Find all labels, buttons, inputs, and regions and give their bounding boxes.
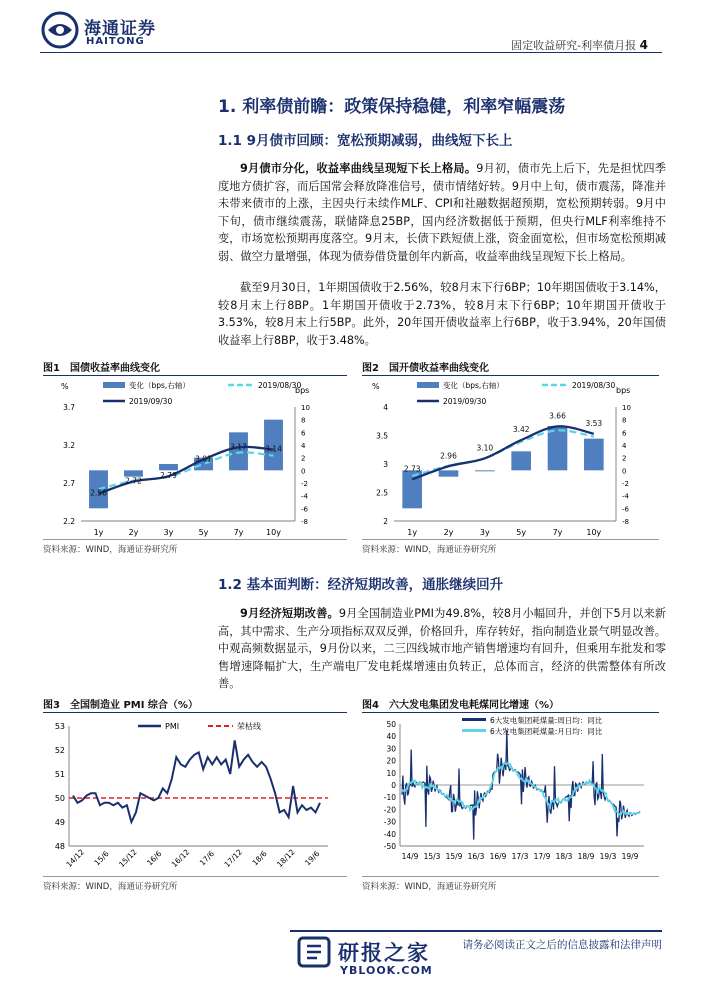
data-label: 2.96 bbox=[440, 451, 457, 461]
subsection-title-2: 1.2 基本面判断：经济短期改善，通胀继续回升 bbox=[218, 577, 504, 593]
figure-1-chart bbox=[43, 377, 347, 537]
figure-4-chart bbox=[362, 714, 659, 874]
y-tick-right: -6 bbox=[301, 505, 308, 514]
y-tick-right: 6 bbox=[622, 429, 627, 438]
y-tick-left: 3.5 bbox=[376, 431, 388, 441]
data-label: 2.56 bbox=[90, 488, 107, 498]
y-tick: 49 bbox=[54, 818, 65, 827]
figure-4-rule bbox=[362, 712, 659, 713]
data-label: 3.42 bbox=[512, 425, 530, 435]
y-tick: 48 bbox=[54, 842, 65, 851]
data-label: 2.73 bbox=[403, 464, 421, 474]
x-tick-label: 16/9 bbox=[489, 852, 507, 861]
y-tick-left: 2.2 bbox=[63, 517, 75, 526]
x-tick-label: 14/12 bbox=[64, 847, 87, 870]
data-label: 2.72 bbox=[125, 476, 142, 486]
y-axis-unit-right: bps bbox=[616, 386, 631, 395]
y-tick: -30 bbox=[383, 817, 396, 827]
y-tick-right: 4 bbox=[301, 442, 306, 450]
figure-1-bottom-rule bbox=[43, 539, 347, 540]
page-number: 4 bbox=[639, 38, 648, 52]
x-tick-label: 19/3 bbox=[599, 852, 617, 861]
y-tick-right: -4 bbox=[301, 492, 308, 501]
x-tick-label: 10y bbox=[266, 528, 281, 537]
figure-1-source: 资料来源：WIND，海通证券研究所 bbox=[43, 545, 178, 555]
legend-label-change: 变化（bps,右轴） bbox=[129, 381, 190, 390]
x-tick-label: 18/6 bbox=[250, 849, 269, 868]
y-tick: 30 bbox=[386, 744, 396, 754]
subsection-title-1: 1.1 9月债市回顾：宽松预期减弱，曲线短下长上 bbox=[218, 133, 513, 149]
figure-3-rule bbox=[43, 712, 347, 713]
data-label: 3.10 bbox=[476, 443, 494, 453]
x-tick-label: 16/6 bbox=[145, 849, 164, 868]
series-line-pmi bbox=[73, 740, 320, 822]
x-tick-label: 17/3 bbox=[511, 852, 529, 861]
figure-3-source: 资料来源：WIND，海通证券研究所 bbox=[43, 882, 178, 892]
y-tick-right: 2 bbox=[301, 454, 306, 463]
header-rule bbox=[40, 52, 662, 53]
y-tick-right: -8 bbox=[622, 518, 629, 526]
y-tick-right: 4 bbox=[622, 442, 627, 450]
legend-label-pmi: PMI bbox=[165, 722, 180, 731]
x-tick-label: 5y bbox=[516, 528, 527, 537]
legend-label-20190830: 2019/08/30 bbox=[258, 381, 302, 390]
y-tick-right: 10 bbox=[622, 404, 631, 412]
y-tick-right: -2 bbox=[622, 480, 629, 488]
section-title: 1. 利率债前瞻：政策保持稳健，利率窄幅震荡 bbox=[218, 97, 566, 117]
y-tick-left: 3 bbox=[383, 460, 388, 469]
y-tick-right: 2 bbox=[622, 454, 627, 463]
x-tick-label: 15/12 bbox=[117, 847, 139, 870]
figure-1-rule bbox=[43, 375, 347, 376]
y-tick: 53 bbox=[54, 722, 65, 731]
y-tick-right: 8 bbox=[622, 416, 627, 425]
legend-swatch-change bbox=[417, 382, 439, 388]
y-axis-unit-left: % bbox=[61, 382, 69, 391]
x-tick-label: 16/3 bbox=[467, 852, 485, 861]
x-tick-label: 3y bbox=[479, 528, 490, 537]
y-tick-right: -4 bbox=[622, 492, 629, 501]
bar-change bbox=[159, 464, 178, 470]
figure-4-title: 图4 六大发电集团发电耗煤同比增速（%） bbox=[362, 700, 559, 711]
legend-label-threshold: 荣枯线 bbox=[237, 722, 261, 731]
header-section: 固定收益研究-利率债月报 4 bbox=[511, 38, 648, 52]
y-tick-right: -8 bbox=[301, 518, 308, 526]
y-tick: -20 bbox=[383, 805, 396, 815]
x-tick-label: 1y bbox=[407, 528, 418, 537]
y-tick: 20 bbox=[386, 756, 396, 766]
x-tick-label: 7y bbox=[552, 528, 563, 537]
y-tick-left: 2.5 bbox=[376, 488, 388, 498]
figure-2-chart bbox=[362, 377, 659, 537]
x-tick-label: 2y bbox=[128, 528, 139, 537]
bar-change bbox=[475, 470, 495, 471]
x-tick-label: 17/9 bbox=[533, 852, 551, 861]
y-tick-left: 3.2 bbox=[63, 441, 75, 450]
data-label: 3.53 bbox=[585, 418, 603, 428]
legend-swatch-monthly bbox=[462, 729, 486, 732]
bar-change bbox=[548, 426, 568, 470]
y-tick: -10 bbox=[383, 793, 396, 803]
y-tick: 50 bbox=[386, 720, 396, 729]
y-tick-right: -6 bbox=[622, 505, 629, 514]
figure-2-source: 资料来源：WIND，海通证券研究所 bbox=[362, 545, 497, 555]
x-tick-label: 17/12 bbox=[222, 847, 245, 870]
y-tick-right: 10 bbox=[301, 404, 310, 412]
x-tick-label: 10y bbox=[586, 528, 602, 537]
brand-name-en: HAITONG bbox=[86, 36, 145, 47]
y-tick: -40 bbox=[383, 829, 396, 839]
y-tick: 0 bbox=[391, 781, 396, 790]
data-label: 3.66 bbox=[549, 411, 566, 421]
figure-2-rule bbox=[362, 375, 659, 376]
y-tick-right: 0 bbox=[301, 467, 306, 476]
data-label: 3.17 bbox=[230, 442, 247, 452]
figure-2-bottom-rule bbox=[362, 539, 659, 540]
y-tick: 52 bbox=[54, 746, 65, 755]
y-tick-right: 0 bbox=[622, 467, 627, 476]
figure-4-source: 资料来源：WIND，海通证券研究所 bbox=[362, 882, 497, 892]
bar-change bbox=[511, 451, 531, 470]
y-tick: 51 bbox=[54, 770, 65, 779]
y-axis-unit-left: % bbox=[372, 382, 380, 391]
y-tick-right: 8 bbox=[301, 416, 306, 425]
watermark-url: YBLOOK.COM bbox=[340, 964, 433, 977]
data-label: 3.01 bbox=[195, 454, 212, 464]
bar-change bbox=[584, 439, 604, 471]
x-tick-label: 15/9 bbox=[445, 852, 463, 861]
haitong-logo-icon bbox=[40, 10, 80, 50]
x-tick-label: 3y bbox=[163, 528, 174, 537]
legend-label-monthly: 6大发电集团耗煤量:月日均：同比 bbox=[490, 727, 603, 736]
paragraph-3: 9月经济短期改善。9月全国制造业PMI为49.8%，较8月小幅回升，并创下5月以来新高，其中需求、生产分项指标双双反弹，价格回升，库存转好，指向制造业景气明显改善。中观高频数据显示，9月份以来，二三四线城市地产销售增速均有回升，但乘用车批发和零售增速降幅扩大，生产端电厂发电耗煤增速由负转正，总体而言，经济的供需整体有所改善。 bbox=[218, 607, 666, 690]
x-tick-label: 2y bbox=[443, 528, 454, 537]
figure-4-bottom-rule bbox=[362, 876, 659, 877]
figure-2-title: 图2 国开债收益率曲线变化 bbox=[362, 363, 489, 374]
y-tick: 50 bbox=[54, 794, 65, 803]
x-tick-label: 18/9 bbox=[577, 852, 595, 861]
footer-disclaimer: 请务必阅读正文之后的信息披露和法律声明 bbox=[462, 939, 662, 951]
x-tick-label: 15/3 bbox=[423, 852, 441, 861]
y-tick: 10 bbox=[386, 768, 396, 778]
watermark-logo-icon bbox=[295, 932, 335, 972]
y-tick-left: 4 bbox=[383, 403, 388, 412]
data-label: 2.79 bbox=[160, 471, 177, 481]
figure-3-bottom-rule bbox=[43, 876, 347, 877]
y-tick-right: 6 bbox=[301, 429, 306, 438]
watermark-text: 研报之家 bbox=[338, 941, 430, 965]
brand-name-cn: 海通证券 bbox=[84, 19, 156, 39]
x-tick-label: 18/3 bbox=[555, 852, 573, 861]
y-axis-unit-right: bps bbox=[295, 386, 310, 395]
y-tick: -50 bbox=[383, 842, 396, 851]
legend-label-change: 变化（bps,右轴） bbox=[443, 381, 504, 390]
figure-3-title: 图3 全国制造业 PMI 综合（%） bbox=[43, 700, 198, 711]
bar-change bbox=[439, 470, 459, 476]
legend-label-weekly: 6大发电集团耗煤量:周日均：同比 bbox=[490, 716, 603, 725]
y-tick: 40 bbox=[386, 732, 396, 742]
x-tick-label: 19/9 bbox=[621, 852, 639, 861]
legend-label-20190830: 2019/08/30 bbox=[572, 381, 616, 390]
x-tick-label: 18/12 bbox=[275, 847, 297, 870]
x-tick-label: 5y bbox=[198, 528, 209, 537]
figure-1-title: 图1 国债收益率曲线变化 bbox=[43, 363, 160, 374]
x-tick-label: 7y bbox=[233, 528, 244, 537]
x-tick-label: 1y bbox=[93, 528, 104, 537]
footer-rule bbox=[290, 930, 662, 932]
x-tick-label: 16/12 bbox=[169, 847, 192, 870]
figure-3-chart bbox=[43, 714, 347, 874]
y-tick-right: -2 bbox=[301, 480, 308, 488]
x-tick-label: 19/6 bbox=[303, 849, 322, 868]
y-tick-left: 2.7 bbox=[63, 479, 75, 488]
legend-swatch-weekly bbox=[462, 718, 486, 721]
x-tick-label: 15/6 bbox=[92, 849, 111, 868]
legend-swatch-change bbox=[103, 382, 125, 388]
bar-change bbox=[229, 432, 248, 470]
y-tick-left: 2 bbox=[383, 517, 388, 526]
y-tick-left: 3.7 bbox=[63, 403, 75, 412]
legend-label-20190930: 2019/09/30 bbox=[129, 397, 173, 406]
paragraph-2: 截至9月30日，1年期国债收于2.56%，较8月末下行6BP；10年期国债收于3.14%，较8月末上行8BP。1年期国开债收于2.73%，较8月末下行6BP；10年期国开债收于3.53%，较8月末上行5BP。此外，20年国开债收益率上行6BP，收于3.94%，20年国债收益率上行8BP，收于3.48%。 bbox=[218, 281, 666, 347]
x-tick-label: 14/9 bbox=[401, 852, 419, 861]
x-tick-label: 17/6 bbox=[197, 849, 217, 868]
legend-label-20190930: 2019/09/30 bbox=[443, 397, 487, 406]
paragraph-1: 9月债市分化，收益率曲线呈现短下长上格局。9月初，债市先上后下，先是担忧四季度地方债扩容，而后国常会释放降准信号，债市情绪好转。9月中上旬，债市震荡，降准并未带来债市的上涨，主因央行未续作MLF、CPI和社融数据超预期，宽松预期转弱。9月中下旬，债市继续震荡，联储降息25BP，国内经济数据低于预期，但央行MLF利率维持不变，市场宽松预期再度落空。9月末，长债下跌短债上涨，资金面宽松，但市场宽松预期减弱、做空力量增强，体现为债券借贷量创年内新高，收益率曲线呈现短下长上格局。 bbox=[218, 162, 666, 263]
data-label: 3.14 bbox=[265, 444, 282, 454]
